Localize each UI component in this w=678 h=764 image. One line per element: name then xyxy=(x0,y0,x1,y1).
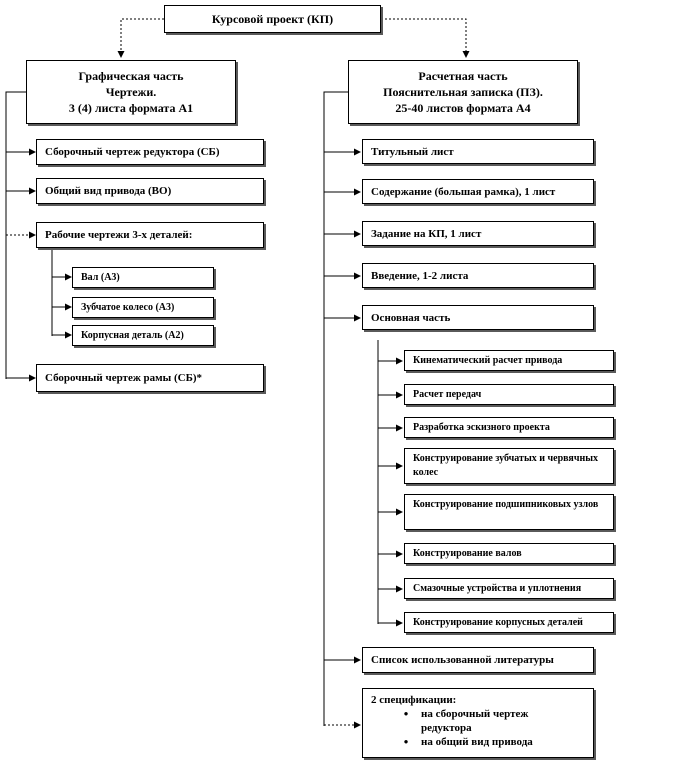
main-part-item xyxy=(404,417,614,438)
graphic-item xyxy=(36,222,264,248)
bullet-icon: ● xyxy=(403,709,409,718)
graphic-item-label: Рабочие чертежи 3-х деталей: xyxy=(45,229,193,241)
main-part-item-label: Кинематический расчет привода xyxy=(413,354,563,366)
calc-item-label: Основная часть xyxy=(371,311,451,324)
calc-item xyxy=(362,647,594,673)
graphic-part-node xyxy=(26,60,236,124)
calc-item xyxy=(362,139,594,164)
main-part-item xyxy=(404,494,614,530)
root-connector xyxy=(381,19,466,57)
specifications-node xyxy=(362,688,594,758)
calc-item xyxy=(362,263,594,288)
calc-item xyxy=(362,305,594,330)
calc-item xyxy=(362,221,594,246)
calc-item-label: Задание на КП, 1 лист xyxy=(371,227,482,240)
calc-part-title: Расчетная часть xyxy=(418,69,508,83)
main-part-item-label: Конструирование валов xyxy=(413,547,522,559)
calc-item-label: Титульный лист xyxy=(371,145,454,158)
calc-part-sheets: 25-40 листов формата А4 xyxy=(395,101,531,115)
detail-item xyxy=(72,297,214,318)
main-part-item xyxy=(404,578,614,599)
specification-text: на сборочный чертеж редуктора xyxy=(421,708,529,734)
graphic-item-label: Сборочный чертеж редуктора (СБ) xyxy=(45,146,220,158)
calc-part-subtitle: Пояснительная записка (ПЗ). xyxy=(383,85,543,99)
right-trunk xyxy=(324,92,348,726)
specification-bullet xyxy=(371,707,585,735)
graphic-part-subtitle: Чертежи. xyxy=(105,85,157,99)
specification-text: на общий вид привода xyxy=(421,736,533,748)
detail-item xyxy=(72,267,214,288)
specifications-title: 2 спецификации: xyxy=(371,694,457,706)
detail-item-label: Вал (А3) xyxy=(81,271,120,283)
main-part-item-label: Конструирование корпусных деталей xyxy=(413,616,583,628)
main-part-item xyxy=(404,448,614,484)
detail-item-label: Корпусная деталь (А2) xyxy=(81,329,184,341)
specification-bullet xyxy=(371,735,585,749)
detail-item-label: Зубчатое колесо (А3) xyxy=(81,301,175,313)
main-part-item-label: Конструирование подшипниковых узлов xyxy=(413,499,599,510)
main-part-item xyxy=(404,543,614,564)
root-connector xyxy=(121,19,164,57)
main-part-item-label: Разработка эскизного проекта xyxy=(413,421,550,433)
root-label: Курсовой проект (КП) xyxy=(211,12,334,26)
main-part-item xyxy=(404,612,614,633)
main-part-item-label: Смазочные устройства и уплотнения xyxy=(413,582,582,594)
graphic-item xyxy=(36,178,264,204)
graphic-part-sheets: 3 (4) листа формата А1 xyxy=(68,101,194,115)
calc-item-label: Список использованной литературы xyxy=(371,654,554,666)
main-part-item xyxy=(404,384,614,405)
graphic-item-label: Общий вид привода (ВО) xyxy=(45,185,172,197)
detail-item xyxy=(72,325,214,346)
bullet-icon: ● xyxy=(403,737,409,746)
graphic-item xyxy=(36,139,264,165)
main-part-item-label: Расчет передач xyxy=(413,388,482,400)
calc-part-node xyxy=(348,60,578,124)
graphic-item-label: Сборочный чертеж рамы (СБ)* xyxy=(45,372,203,384)
graphic-item xyxy=(36,364,264,392)
graphic-part-title: Графическая часть xyxy=(78,69,184,83)
calc-item-label: Содержание (большая рамка), 1 лист xyxy=(371,185,556,198)
calc-item xyxy=(362,179,594,204)
main-part-item xyxy=(404,350,614,371)
calc-item-label: Введение, 1-2 листа xyxy=(371,269,469,282)
main-part-item-label: Конструирование зубчатых и червячных колес xyxy=(413,453,599,478)
root-node xyxy=(164,5,381,33)
